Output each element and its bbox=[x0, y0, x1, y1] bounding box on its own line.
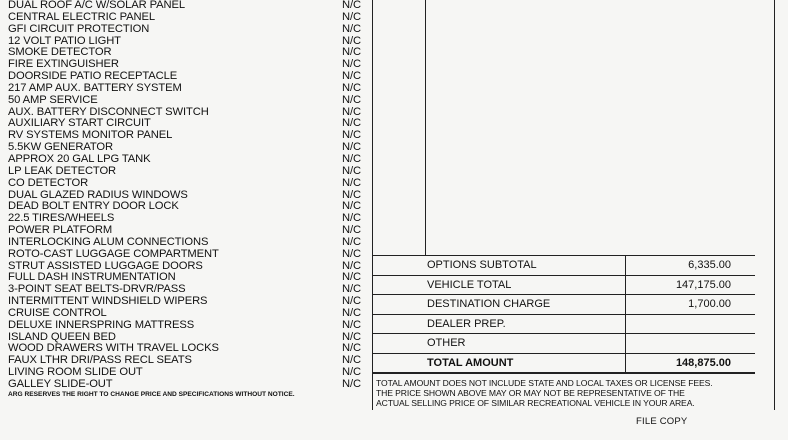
feature-name: DUAL ROOF A/C W/SOLAR PANEL bbox=[8, 0, 185, 11]
feature-name: CENTRAL ELECTRIC PANEL bbox=[8, 10, 156, 23]
pricing-row bbox=[373, 295, 755, 314]
feature-name: DEAD BOLT ENTRY DOOR LOCK bbox=[8, 200, 179, 213]
pricing-label: TOTAL AMOUNT bbox=[427, 356, 514, 369]
feature-row bbox=[8, 166, 364, 178]
pricing-amount: 6,335.00 bbox=[688, 259, 731, 271]
feature-price: N/C bbox=[342, 164, 361, 177]
feature-name: ROTO-CAST LUGGAGE COMPARTMENT bbox=[8, 247, 219, 260]
feature-price: N/C bbox=[342, 330, 361, 343]
feature-price: N/C bbox=[342, 0, 361, 11]
feature-price: N/C bbox=[342, 271, 361, 284]
feature-name: WOOD DRAWERS WITH TRAVEL LOCKS bbox=[8, 342, 219, 355]
feature-name: 50 AMP SERVICE bbox=[8, 93, 98, 106]
feature-name: AUX. BATTERY DISCONNECT SWITCH bbox=[8, 105, 209, 118]
feature-price: N/C bbox=[342, 141, 361, 154]
feature-name: RV SYSTEMS MONITOR PANEL bbox=[8, 129, 173, 142]
feature-name: STRUT ASSISTED LUGGAGE DOORS bbox=[8, 259, 203, 272]
tax-disclaimer bbox=[376, 378, 758, 409]
feature-row bbox=[8, 83, 364, 95]
feature-price: N/C bbox=[342, 259, 361, 272]
price-change-notice: ARG RESERVES THE RIGHT TO CHANGE PRICE AND SPECIFICATIONS WITHOUT NOTICE. bbox=[8, 391, 295, 398]
pricing-row bbox=[373, 256, 755, 275]
feature-name: DUAL GLAZED RADIUS WINDOWS bbox=[8, 188, 188, 201]
feature-price: N/C bbox=[342, 212, 361, 225]
feature-price: N/C bbox=[342, 188, 361, 201]
pricing-row bbox=[373, 315, 755, 334]
feature-name: FIRE EXTINGUISHER bbox=[8, 58, 119, 71]
pricing-label: DESTINATION CHARGE bbox=[427, 298, 551, 310]
feature-name: GALLEY SLIDE-OUT bbox=[8, 378, 113, 390]
feature-row bbox=[8, 320, 364, 332]
feature-name: INTERMITTENT WINDSHIELD WIPERS bbox=[8, 295, 208, 308]
tax-disclaimer-line: TOTAL AMOUNT DOES NOT INCLUDE STATE AND LOCAL TAXES OR LICENSE FEES. bbox=[376, 378, 713, 388]
upper-box-left-border bbox=[425, 0, 426, 255]
feature-name: 22.5 TIRES/WHEELS bbox=[8, 212, 115, 225]
feature-price: N/C bbox=[342, 46, 361, 59]
feature-price: N/C bbox=[342, 176, 361, 189]
feature-price: N/C bbox=[342, 22, 361, 35]
file-copy-label: FILE COPY bbox=[636, 416, 688, 427]
feature-price: N/C bbox=[342, 318, 361, 331]
feature-price: N/C bbox=[342, 366, 361, 379]
feature-price: N/C bbox=[342, 235, 361, 248]
feature-price: N/C bbox=[342, 105, 361, 118]
feature-price: N/C bbox=[342, 342, 361, 355]
feature-name: 217 AMP AUX. BATTERY SYSTEM bbox=[8, 81, 182, 94]
feature-name: CRUISE CONTROL bbox=[8, 306, 107, 319]
feature-row bbox=[8, 95, 364, 107]
tax-disclaimer-line: THE PRICE SHOWN ABOVE MAY OR MAY NOT BE REPRESENTATIVE OF THE bbox=[376, 388, 685, 399]
pricing-row bbox=[373, 276, 755, 295]
pricing-label: OPTIONS SUBTOTAL bbox=[427, 259, 537, 271]
feature-price: N/C bbox=[342, 117, 361, 130]
pricing-label: OTHER bbox=[427, 337, 466, 349]
feature-name: SMOKE DETECTOR bbox=[8, 46, 112, 59]
feature-name: POWER PLATFORM bbox=[8, 224, 113, 237]
tax-disclaimer-line: ACTUAL SELLING PRICE OF SIMILAR RECREATIONAL VEHICLE IN YOUR AREA. bbox=[376, 398, 695, 409]
pricing-row bbox=[373, 334, 755, 353]
pricing-row bbox=[373, 354, 755, 373]
feature-name: FULL DASH INSTRUMENTATION bbox=[8, 271, 176, 284]
feature-name: FAUX LTHR DRI/PASS RECL SEATS bbox=[8, 354, 192, 367]
feature-price: N/C bbox=[342, 200, 361, 213]
feature-name: GFI CIRCUIT PROTECTION bbox=[8, 22, 150, 35]
feature-row bbox=[8, 249, 364, 261]
feature-name: 3-POINT SEAT BELTS-DRVR/PASS bbox=[8, 283, 186, 296]
feature-price: N/C bbox=[342, 129, 361, 142]
feature-price: N/C bbox=[342, 93, 361, 106]
feature-price: N/C bbox=[342, 70, 361, 83]
feature-price: N/C bbox=[342, 247, 361, 260]
feature-name: ISLAND QUEEN BED bbox=[8, 330, 116, 343]
pricing-rule bbox=[373, 372, 755, 374]
feature-row bbox=[8, 308, 364, 320]
feature-row bbox=[8, 24, 364, 36]
feature-name: INTERLOCKING ALUM CONNECTIONS bbox=[8, 235, 209, 248]
feature-name: DOORSIDE PATIO RECEPTACLE bbox=[8, 70, 178, 83]
pricing-amount: 148,875.00 bbox=[675, 356, 731, 369]
feature-name: AUXILIARY START CIRCUIT bbox=[8, 117, 151, 130]
feature-name: LP LEAK DETECTOR bbox=[8, 164, 117, 177]
feature-price: N/C bbox=[342, 10, 361, 23]
feature-name: CO DETECTOR bbox=[8, 176, 89, 189]
pricing-label: VEHICLE TOTAL bbox=[427, 278, 512, 291]
feature-name: APPROX 20 GAL LPG TANK bbox=[8, 152, 151, 165]
feature-row bbox=[8, 379, 364, 391]
feature-price: N/C bbox=[342, 152, 361, 165]
feature-price: N/C bbox=[342, 81, 361, 94]
feature-price: N/C bbox=[342, 354, 361, 367]
feature-price: N/C bbox=[342, 306, 361, 319]
feature-row bbox=[8, 178, 364, 190]
feature-price: N/C bbox=[342, 295, 361, 308]
feature-price: N/C bbox=[342, 283, 361, 296]
standard-features-list bbox=[8, 0, 364, 391]
feature-price: N/C bbox=[342, 58, 361, 71]
feature-name: 12 VOLT PATIO LIGHT bbox=[8, 34, 121, 47]
feature-row bbox=[8, 237, 364, 249]
pricing-amount: 147,175.00 bbox=[675, 278, 731, 291]
feature-name: DELUXE INNERSPRING MATTRESS bbox=[8, 318, 195, 331]
pricing-label: DEALER PREP. bbox=[427, 317, 506, 330]
pricing-amount: 1,700.00 bbox=[688, 298, 731, 310]
feature-row bbox=[8, 12, 364, 24]
feature-price: N/C bbox=[342, 34, 361, 47]
feature-name: LIVING ROOM SLIDE OUT bbox=[8, 366, 143, 379]
feature-price: N/C bbox=[342, 378, 361, 390]
feature-name: 5.5KW GENERATOR bbox=[8, 141, 114, 154]
feature-price: N/C bbox=[342, 224, 361, 237]
